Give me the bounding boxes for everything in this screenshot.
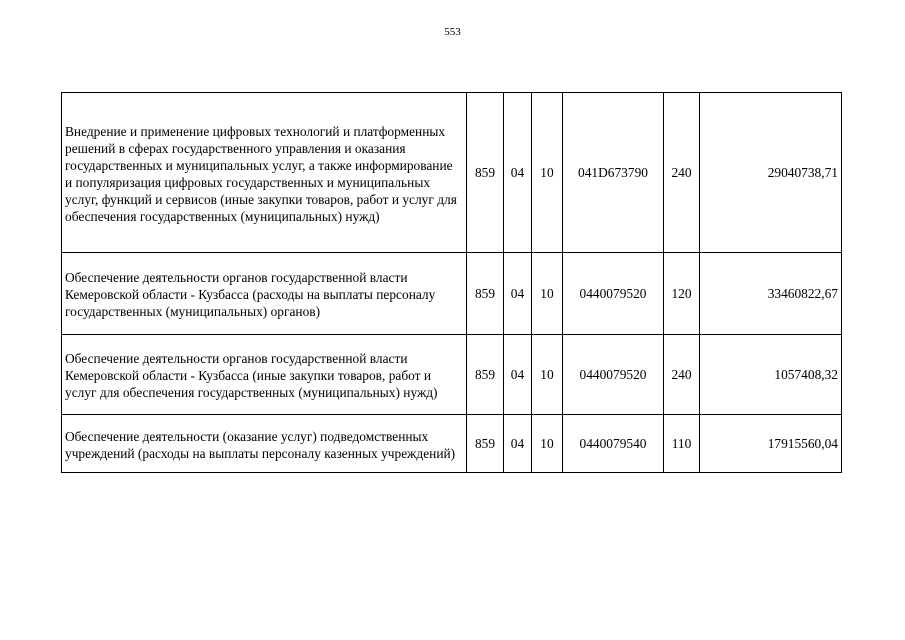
ministry-code-cell: 859	[467, 335, 504, 415]
target-article-cell: 0440079520	[563, 253, 664, 335]
subsection-code-cell: 10	[532, 93, 563, 253]
page-number: 553	[444, 26, 461, 38]
amount-cell: 1057408,32	[700, 335, 842, 415]
amount-cell: 29040738,71	[700, 93, 842, 253]
table-row	[62, 93, 842, 253]
ministry-code-cell: 859	[467, 253, 504, 335]
section-code-cell: 04	[504, 415, 532, 473]
ministry-code-cell: 859	[467, 415, 504, 473]
table-row	[62, 253, 842, 335]
amount-cell: 17915560,04	[700, 415, 842, 473]
target-article-cell: 0440079540	[563, 415, 664, 473]
expense-type-cell: 120	[664, 253, 700, 335]
section-code-cell: 04	[504, 253, 532, 335]
ministry-code-cell: 859	[467, 93, 504, 253]
expense-type-cell: 240	[664, 335, 700, 415]
amount-cell: 33460822,67	[700, 253, 842, 335]
target-article-cell: 041D673790	[563, 93, 664, 253]
description-cell: Обеспечение деятельности (оказание услуг) подведомственных учреждений (расходы на выплаты персоналу казенных учреждений)	[62, 415, 467, 473]
subsection-code-cell: 10	[532, 335, 563, 415]
expense-type-cell: 240	[664, 93, 700, 253]
description-cell: Внедрение и применение цифровых технологий и платформенных решений в сферах государственного управления и оказания государственных и муниципальных услуг, а также информирование и популяризация цифровых государственных и муниципальных услуг, функций и сервисов (иные закупки товаров, работ и услуг для обеспечения государственных (муниципальных) нужд)	[62, 93, 467, 253]
budget-table	[61, 92, 842, 473]
subsection-code-cell: 10	[532, 415, 563, 473]
table-row	[62, 415, 842, 473]
subsection-code-cell: 10	[532, 253, 563, 335]
table-row	[62, 335, 842, 415]
description-cell: Обеспечение деятельности органов государственной власти Кемеровской области - Кузбасса (расходы на выплаты персоналу государственных (муниципальных) органов)	[62, 253, 467, 335]
section-code-cell: 04	[504, 93, 532, 253]
expense-type-cell: 110	[664, 415, 700, 473]
section-code-cell: 04	[504, 335, 532, 415]
description-cell: Обеспечение деятельности органов государственной власти Кемеровской области - Кузбасса (иные закупки товаров, работ и услуг для обеспечения государственных (муниципальных) нужд)	[62, 335, 467, 415]
target-article-cell: 0440079520	[563, 335, 664, 415]
